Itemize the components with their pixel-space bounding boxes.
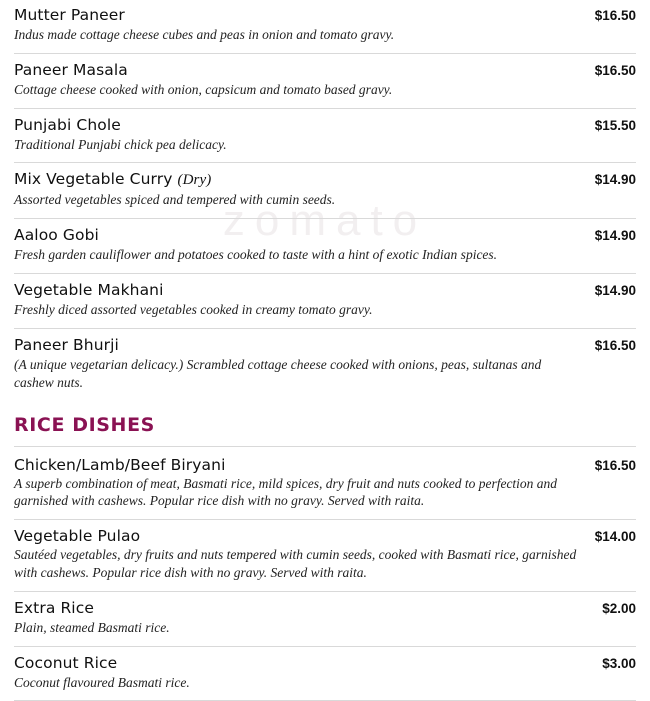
menu-item[interactable]: [14, 170, 636, 209]
menu-item[interactable]: [14, 281, 636, 319]
menu-item-price: $16.50: [585, 458, 636, 473]
menu-item-name: Extra Rice: [14, 599, 94, 617]
menu-section-curries: [14, 6, 636, 392]
menu-item-description: Cottage cheese cooked with onion, capsicum and tomato based gravy.: [14, 81, 584, 99]
menu-item-header: [14, 61, 636, 79]
menu-content: [14, 6, 636, 701]
menu-item-name: Vegetable Pulao: [14, 527, 140, 545]
menu-item-header: [14, 527, 636, 545]
menu-item-header: [14, 116, 636, 134]
item-divider: [14, 108, 636, 109]
section-title: RICE DISHES: [14, 414, 636, 436]
menu-item-name: [14, 170, 211, 189]
menu-item-name: Vegetable Makhani: [14, 281, 164, 299]
menu-item-description: A superb combination of meat, Basmati rice, mild spices, dry fruit and nuts cooked to perfection and garnished with cashews. Popular rice dish with no gravy. Served with raita.: [14, 475, 584, 511]
menu-item-header: [14, 654, 636, 672]
menu-item-description: Plain, steamed Basmati rice.: [14, 619, 584, 637]
menu-item[interactable]: [14, 527, 636, 582]
menu-item-description: Indus made cottage cheese cubes and peas in onion and tomato gravy.: [14, 26, 584, 44]
menu-item-description: Sautéed vegetables, dry fruits and nuts tempered with cumin seeds, cooked with Basmati rice, garnished with cashews. Popular rice dish with no gravy. Served with raita.: [14, 546, 584, 582]
menu-item-description: Traditional Punjabi chick pea delicacy.: [14, 136, 584, 154]
menu-item-name-text: Mix Vegetable Curry: [14, 170, 172, 188]
item-divider: [14, 53, 636, 54]
menu-item-description: Coconut flavoured Basmati rice.: [14, 674, 584, 692]
menu-item-name: Punjabi Chole: [14, 116, 121, 134]
menu-item-price: $14.90: [585, 172, 636, 187]
menu-item-price: $15.50: [585, 118, 636, 133]
menu-item-header: [14, 226, 636, 244]
menu-item[interactable]: [14, 456, 636, 511]
zomato-watermark: zomato: [0, 196, 650, 246]
menu-item[interactable]: [14, 116, 636, 154]
menu-item-name: Chicken/Lamb/Beef Biryani: [14, 456, 225, 474]
menu-item-header: [14, 281, 636, 299]
menu-item-price: $2.00: [592, 601, 636, 616]
menu-item-description: (A unique vegetarian delicacy.) Scrambled cottage cheese cooked with onions, peas, sultanas and cashew nuts.: [14, 356, 584, 392]
menu-item-qualifier: (Dry): [178, 172, 212, 188]
menu-item-price: $16.50: [585, 8, 636, 23]
menu-item-name: Paneer Masala: [14, 61, 128, 79]
menu-item[interactable]: [14, 599, 636, 637]
item-divider: [14, 273, 636, 274]
menu-item-price: $14.00: [585, 529, 636, 544]
menu-item-header: [14, 599, 636, 617]
menu-item-name: Coconut Rice: [14, 654, 117, 672]
menu-item-name: Aaloo Gobi: [14, 226, 99, 244]
item-divider: [14, 519, 636, 520]
menu-item-description: Assorted vegetables spiced and tempered with cumin seeds.: [14, 191, 584, 209]
menu-item[interactable]: [14, 654, 636, 692]
menu-item-price: $14.90: [585, 283, 636, 298]
menu-item-description: Fresh garden cauliflower and potatoes cooked to taste with a hint of exotic Indian spices.: [14, 246, 584, 264]
menu-item[interactable]: [14, 226, 636, 264]
menu-item-header: [14, 456, 636, 474]
item-divider: [14, 328, 636, 329]
item-divider: [14, 591, 636, 592]
menu-item[interactable]: [14, 6, 636, 44]
section-divider: [14, 446, 636, 447]
menu-item-price: $16.50: [585, 63, 636, 78]
menu-item-header: [14, 6, 636, 24]
menu-item-name: Paneer Bhurji: [14, 336, 119, 354]
menu-item-price: $16.50: [585, 338, 636, 353]
item-divider: [14, 162, 636, 163]
menu-item-header: [14, 170, 636, 189]
menu-item-price: $14.90: [585, 228, 636, 243]
item-divider: [14, 646, 636, 647]
menu-item-price: $3.00: [592, 656, 636, 671]
menu-section-rice-dishes: [14, 414, 636, 701]
menu-item[interactable]: [14, 61, 636, 99]
item-divider: [14, 218, 636, 219]
menu-item-name: Mutter Paneer: [14, 6, 125, 24]
menu-item-description: Freshly diced assorted vegetables cooked in creamy tomato gravy.: [14, 301, 584, 319]
menu-item-header: [14, 336, 636, 354]
menu-item[interactable]: [14, 336, 636, 392]
